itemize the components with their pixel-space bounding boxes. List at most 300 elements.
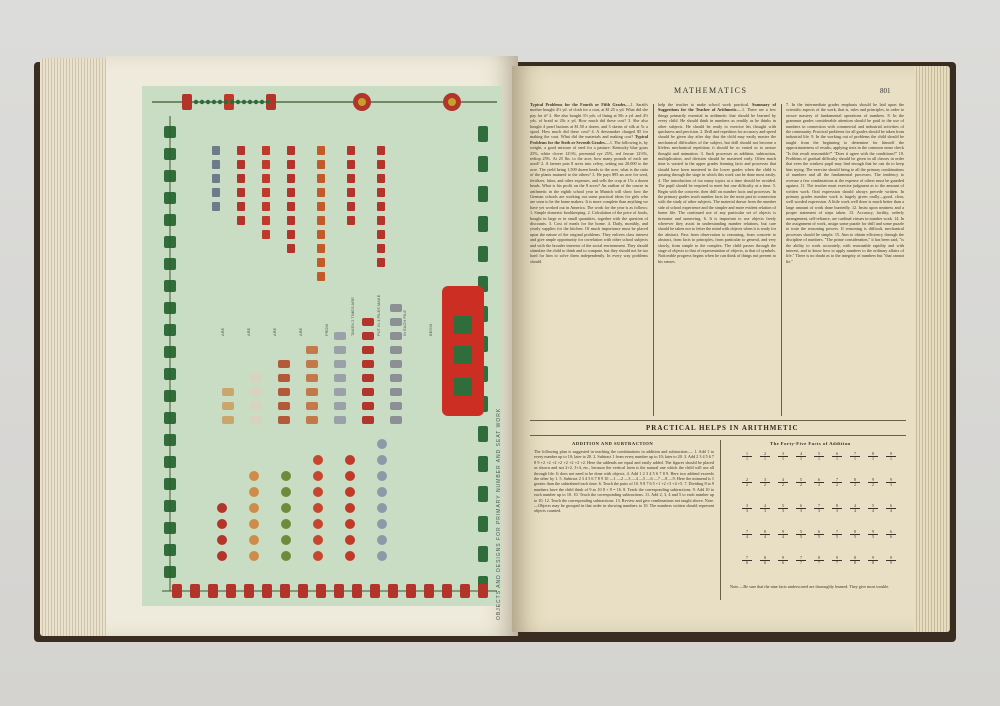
border-bead: [460, 584, 470, 598]
column1-body: —1. Sarah's mother bought 4½ yd. of cloth for a coat, at $1.25 a yd. What did she pay for it? 2. She also bought 3½ yds. of lining at 50c a yd. and 4½ yds. of braid at 20c a yd. How much did these cost? 3. She also bought 4 pearl buttons at $1.50 a dozen, and 3 skeins of silk at 5c a spool. How much did these cost? 4. A dressmaker charged $5 for making the coat. What did the materials and making cost?: [530, 102, 648, 140]
counting-block: [317, 216, 325, 225]
column1-heading: Typical Problems for the Fourth or Fifth Grades.: [530, 102, 627, 107]
addend-top: 7: [836, 477, 838, 482]
addition-fact: [850, 504, 860, 513]
addend-bottom: 6: [886, 534, 896, 539]
text-column-1: [530, 102, 648, 418]
addend-bottom: 3: [832, 508, 842, 513]
counting-object: [334, 416, 346, 424]
addend-bottom: 1: [868, 456, 878, 461]
counting-fruit: [249, 519, 259, 529]
addend-bottom: 2: [850, 482, 860, 487]
border-bead: [226, 584, 236, 598]
counting-fruit: [345, 535, 355, 545]
counting-fruit: [377, 551, 387, 561]
border-bead: [478, 486, 488, 502]
addition-fact: [742, 478, 752, 487]
counting-block: [347, 216, 355, 225]
counting-block: [347, 160, 355, 169]
counting-block: [317, 188, 325, 197]
addend-bottom: 6: [760, 560, 770, 565]
bead-green: [230, 100, 234, 104]
bead-green: [248, 100, 252, 104]
counting-block: [287, 202, 295, 211]
addend-bottom: 7: [796, 560, 806, 565]
counting-fruit: [249, 503, 259, 513]
plate-label: PUT IN 4 PILES MAKE: [376, 294, 381, 336]
addend-bottom: 2: [814, 482, 824, 487]
counting-object: [250, 374, 262, 382]
counting-block: [287, 160, 295, 169]
counting-fruit: [313, 487, 323, 497]
counting-block: [237, 216, 245, 225]
counting-block: [377, 160, 385, 169]
border-bead: [478, 156, 488, 172]
counting-object: [390, 374, 402, 382]
counting-block: [237, 202, 245, 211]
addition-fact: [814, 504, 824, 513]
counting-object: [306, 402, 318, 410]
counting-block: [317, 202, 325, 211]
addend-top: 9: [890, 477, 892, 482]
addition-fact: [832, 556, 842, 565]
border-bead: [370, 584, 380, 598]
counting-block: [377, 258, 385, 267]
counting-fruit: [249, 535, 259, 545]
counting-block: [377, 146, 385, 155]
counting-block: [262, 230, 270, 239]
addition-fact: [868, 452, 878, 461]
counting-fruit: [313, 471, 323, 481]
counting-fruit: [345, 519, 355, 529]
counting-block: [212, 160, 220, 169]
text-column-3: [786, 102, 904, 418]
bead-green: [266, 100, 270, 104]
addend-bottom: 4: [868, 508, 878, 513]
border-bead: [316, 584, 326, 598]
counting-fruit: [281, 471, 291, 481]
bead-green: [242, 100, 246, 104]
counting-object: [278, 360, 290, 368]
counting-fruit: [249, 551, 259, 561]
addend-bottom: 3: [814, 508, 824, 513]
plate-illustration: [142, 86, 502, 606]
addend-top: 5: [782, 503, 784, 508]
addition-fact: [886, 452, 896, 461]
addend-top: 9: [890, 555, 892, 560]
counting-block: [212, 174, 220, 183]
addend-top: 9: [782, 555, 784, 560]
counting-object: [390, 318, 402, 326]
counting-block: [377, 230, 385, 239]
counting-object: [250, 416, 262, 424]
addition-fact: [778, 478, 788, 487]
counting-object: [306, 374, 318, 382]
counting-object: [306, 416, 318, 424]
counting-fruit: [377, 439, 387, 449]
counting-object: [250, 388, 262, 396]
addition-fact: [796, 504, 806, 513]
addition-fact: [832, 478, 842, 487]
border-bead: [388, 584, 398, 598]
addend-top: 4: [800, 451, 802, 456]
counting-fruit: [249, 471, 259, 481]
counting-object: [362, 402, 374, 410]
addition-fact: [778, 556, 788, 565]
addition-fact: [796, 478, 806, 487]
addend-top: 6: [818, 477, 820, 482]
counting-object: [362, 332, 374, 340]
counting-object: [306, 360, 318, 368]
counting-block: [237, 160, 245, 169]
counting-object: [222, 388, 234, 396]
addend-bottom: 1: [886, 456, 896, 461]
addition-fact: [796, 530, 806, 539]
addition-fact: [850, 530, 860, 539]
counting-block: [317, 272, 325, 281]
addend-bottom: 2: [868, 482, 878, 487]
addend-top: 9: [872, 555, 874, 560]
counting-block: [347, 146, 355, 155]
counting-block: [237, 146, 245, 155]
section-title: PRACTICAL HELPS IN ARITHMETIC: [646, 424, 799, 432]
addition-subtraction-body: The following plan is suggested in teaching the combinations in addition and subtraction:— 1. Add 1 to every number up to 10; later to 20. 2. Subtract 1 from every number up to 10; later to 20. 3. Add 2 3 4 5 6 7 8 9 +2 +2 +2 +2 +2 +2 +2 +2. Here the addends are equal and easily added. The figures should be placed as shown and not 2+2, 3+4, etc., because the vertical form is the natural one which the child will use all through life. It does not need to be done with objects. 4. Add 1 2 3 4 5 6 7 8 9. Here two addend exceeds the other by 1. 5. Subtract 2 3 4 5 6 7 8 9 10 —1 —2 —3 —4 —5 —6 —7 —8 —9. Here the minuend is 1 greater than the subtrahend each time. 6. Teach the pairs of 10. 9 8 7 6 5 +1 +2 +3 +4 +5. 7. Dividing 8 to 9 numbers have the child think of 9 as 10 8 + 9 = 16. 8. Teach the corresponding subtractions. 9. Add 10 to each number up to 10. 10. Teach the corresponding subtractions. 11. Add 2, 3, 4 and 5 to each number up to 10. 12. Teach the corresponding subtractions. 13. Review and give combinations not taught above. Note.—Objects may be grouped in that order in showing numbers to 10. The numbers written should represent objects counted.: [534, 449, 714, 514]
text-column-2: [658, 102, 776, 418]
addend-bottom: 3: [886, 482, 896, 487]
counting-block: [377, 188, 385, 197]
addend-bottom: 6: [742, 560, 752, 565]
counting-object: [222, 402, 234, 410]
addend-top: 6: [836, 451, 838, 456]
counting-fruit: [249, 487, 259, 497]
right-page-block-edge: [908, 66, 950, 632]
counting-fruit: [345, 487, 355, 497]
counting-object: [362, 346, 374, 354]
addend-top: 8: [854, 529, 856, 534]
border-bead: [478, 516, 488, 532]
border-bead: [262, 584, 272, 598]
counting-block: [212, 146, 220, 155]
counting-fruit: [217, 535, 227, 545]
counting-block: [287, 188, 295, 197]
counting-fruit: [313, 519, 323, 529]
counting-block: [347, 202, 355, 211]
addition-fact: [760, 478, 770, 487]
addend-bottom: 7: [832, 560, 842, 565]
counting-object: [362, 388, 374, 396]
addend-top: 8: [854, 477, 856, 482]
counting-object: [278, 388, 290, 396]
border-bead: [208, 584, 218, 598]
counting-fruit: [281, 487, 291, 497]
column-divider: [781, 104, 782, 416]
addend-bottom: 2: [778, 482, 788, 487]
counting-block: [317, 258, 325, 267]
bead-green: [212, 100, 216, 104]
plate-label: BEGIN: [428, 323, 433, 336]
addend-bottom: 4: [760, 534, 770, 539]
border-bead: [478, 126, 488, 142]
addend-bottom: 1: [760, 456, 770, 461]
counting-object: [278, 416, 290, 424]
color-plate: [142, 86, 502, 606]
column2-body: —1. There are a few things primarily essential in arithmetic that should be learned by every child. He should think in numbers as readily as he thinks in other subjects. He should be ready to exercise his thought with quickness and precision. 2. Drill and repetition for accuracy and speed should be given day after day that the child may easily master the mechanical difficulties of the subject, but drill should not become a lifeless mechanical repetition; it should be so varied as to arouse thought and animation. 3. Such processes as addition, subtraction, multiplication, and division should be mastered early. Often much time is wasted in the upper grades learning facts and processes that should have been mastered in the lower grades when the child is passing through the stage in which this work can be done most easily. 4. The introduction of too many topics at a time should be avoided. The pupil should be required to meet but one difficulty at a time. 5. Begin with the concrete, then drill on number facts and processes. In the primary grades teach number facts for the most part in connection with the study of other subjects. The material drawn from the number side of school experience and the simpler and more evident relation of home life. The continued use of any particular set of objects is tiresome and unnerving. 6. It is important to use objects freely wherever they assist in understanding number relations, but care should be taken not to fetter the mind with objects when it is ready for the abstract. Pass from observation to reasoning, from concrete to abstract, from facts to principles, from particular to general, and very slowly, from simple to the complex. The child passes through the stage of objects to that of representation of objects, to that of symbols. Noticeable progress begins when he can think of things not present to his senses.: [658, 107, 776, 264]
counting-fruit: [313, 535, 323, 545]
lantern-cross: [454, 346, 472, 364]
addend-bottom: 7: [814, 560, 824, 565]
addend-top: 5: [800, 529, 802, 534]
counting-object: [390, 332, 402, 340]
addition-fact: [868, 504, 878, 513]
running-header: MATHEMATICS: [674, 86, 748, 95]
addition-fact: [868, 556, 878, 565]
border-bead: [478, 216, 488, 232]
counting-block: [317, 160, 325, 169]
addend-bottom: 3: [742, 508, 752, 513]
addend-top: 8: [764, 555, 766, 560]
counting-object: [334, 332, 346, 340]
plate-caption: OBJECTS AND DESIGNS FOR PRIMARY NUMBER AND SEAT WORK: [496, 407, 502, 620]
addend-top: 7: [854, 451, 856, 456]
facts-note: [730, 584, 902, 596]
addend-top: 4: [764, 503, 766, 508]
addition-fact: [760, 556, 770, 565]
border-bead: [478, 246, 488, 262]
counting-object: [362, 318, 374, 326]
addend-top: 7: [746, 529, 748, 534]
addition-fact: [832, 530, 842, 539]
addend-top: 9: [890, 451, 892, 456]
counting-block: [262, 202, 270, 211]
addend-top: 5: [818, 451, 820, 456]
bead-green: [206, 100, 210, 104]
border-bead: [442, 584, 452, 598]
page-number: 801: [880, 87, 891, 95]
column2-body-top: help the teacher to make school work practical.: [658, 102, 750, 107]
plate-label: ARE: [298, 327, 303, 336]
border-bead: [406, 584, 416, 598]
bead-green: [200, 100, 204, 104]
counting-object: [306, 388, 318, 396]
addend-top: 2: [764, 451, 766, 456]
addend-bottom: 2: [832, 482, 842, 487]
plate-label: ARE: [246, 327, 251, 336]
counting-block: [317, 244, 325, 253]
column-divider: [653, 104, 654, 416]
addend-bottom: 5: [868, 534, 878, 539]
counting-fruit: [281, 503, 291, 513]
addend-bottom: 4: [886, 508, 896, 513]
addition-fact: [832, 504, 842, 513]
counting-block: [377, 216, 385, 225]
lantern-cross: [454, 316, 472, 334]
border-bead: [244, 584, 254, 598]
section-rule: [530, 435, 906, 436]
border-bead: [478, 426, 488, 442]
addend-bottom: 5: [796, 534, 806, 539]
facts-table-title: The Forty-Five Facts of Addition: [770, 441, 851, 446]
counting-object: [362, 374, 374, 382]
addend-top: 6: [890, 529, 892, 534]
counting-object: [390, 388, 402, 396]
border-bead: [172, 584, 182, 598]
plate-label: ARE: [272, 327, 277, 336]
counting-block: [262, 216, 270, 225]
counting-fruit: [377, 487, 387, 497]
column2-heading: Summary of Suggestions for the Teacher of Arithmetic.: [658, 102, 776, 113]
counting-object: [390, 346, 402, 354]
border-bead: [424, 584, 434, 598]
addend-bottom: 1: [742, 456, 752, 461]
addend-top: 8: [854, 555, 856, 560]
addend-bottom: 4: [778, 534, 788, 539]
bead-green: [194, 100, 198, 104]
bead-green: [218, 100, 222, 104]
column3-body: 7. In the intermediate grades emphasis should be laid upon the scientific aspects of the work, that is, rules and principles, in order to secure mastery of fundamental operations of numbers. 8. In the grammar grades considerable attention should be paid to the use of numbers in connection with commercial and industrial activities of the community. Practical problems for all grades should be taken from industrial life. 9. In the working out of problems the child should be taught from the beginning to determine for himself the approximateness of results, applying tests in the common sense check "Is this result reasonable?" "Does it agree with the conditions?" 10. Problems of gradual difficulty should be given in all classes in order that even the weakest pupil may find enough that he can do to keep him trying. The exercise should bring to all the primary combinations of numbers and all the fundamental processes. The tendency to overuse a few combinations at the expense of others must be guarded against. 11. The teacher must exercise judgment as to the amount of written work. Oral expression should always precede written. In primary grades number work is largely given orally—good, clear, well worded expression. A little work well done is much better than a large amount of work done hurriedly. 12. Insist upon neatness and a proper statement of steps taken. 13. Accuracy, facility, orderly arrangement, self-reliance, are cardinal virtues in number work. 14. In the assignment of work, assign some puzzle for drill and some puzzle to train the reasoning powers. If reasoning is difficult, mechanical processes should be simple. 15. Aim to obtain efficiency through the discipline of numbers. "The prime consideration," it has been said, "is the ability to work accurately, with reasonable rapidity and with interest, and to know how to apply numbers to the ordinary affairs of life." There is no doubt as to the integrity of numbers but "that cannot lie.": [786, 102, 904, 264]
facts-note-text: Note.—Be sure that the nine facts underscored are thoroughly learned. They give most trouble.: [730, 584, 890, 589]
addition-fact: [742, 530, 752, 539]
counting-object: [390, 360, 402, 368]
addend-top: 9: [782, 529, 784, 534]
addend-bottom: 2: [760, 482, 770, 487]
bead-green: [224, 100, 228, 104]
addend-top: 8: [836, 503, 838, 508]
border-bead: [280, 584, 290, 598]
counting-block: [377, 244, 385, 253]
addend-bottom: 5: [832, 534, 842, 539]
addition-fact: [850, 452, 860, 461]
addition-fact: [760, 452, 770, 461]
counting-fruit: [281, 535, 291, 545]
addend-bottom: 3: [778, 508, 788, 513]
counting-fruit: [377, 455, 387, 465]
addend-bottom: 1: [832, 456, 842, 461]
addition-fact: [742, 504, 752, 513]
addend-bottom: 2: [796, 482, 806, 487]
counting-object: [334, 346, 346, 354]
counting-object: [390, 304, 402, 312]
counting-fruit: [217, 503, 227, 513]
addition-fact: [868, 478, 878, 487]
addition-fact: [814, 478, 824, 487]
addition-fact: [760, 530, 770, 539]
counting-object: [390, 416, 402, 424]
counting-block: [287, 216, 295, 225]
counting-block: [262, 160, 270, 169]
section-rule: [530, 420, 906, 421]
addend-top: 4: [854, 503, 856, 508]
counting-object: [250, 402, 262, 410]
addend-top: 6: [818, 529, 820, 534]
addend-bottom: 1: [796, 456, 806, 461]
addend-top: 5: [800, 477, 802, 482]
lantern-cross: [454, 378, 472, 396]
addend-bottom: 1: [814, 456, 824, 461]
addition-fact: [814, 452, 824, 461]
flower-center: [358, 98, 366, 106]
addition-fact: [760, 504, 770, 513]
addend-top: 9: [836, 555, 838, 560]
counting-block: [212, 188, 220, 197]
addition-fact: [778, 530, 788, 539]
border-bead: [478, 546, 488, 562]
bead-green: [260, 100, 264, 104]
column-divider: [720, 440, 721, 600]
counting-object: [334, 374, 346, 382]
addition-fact: [796, 452, 806, 461]
counting-fruit: [377, 535, 387, 545]
addend-top: 8: [764, 529, 766, 534]
counting-fruit: [313, 503, 323, 513]
addend-bottom: 5: [850, 534, 860, 539]
counting-block: [347, 188, 355, 197]
counting-object: [334, 402, 346, 410]
counting-block: [262, 174, 270, 183]
bead-green: [236, 100, 240, 104]
counting-block: [347, 174, 355, 183]
counting-fruit: [281, 551, 291, 561]
counting-fruit: [377, 471, 387, 481]
addend-bottom: 4: [850, 508, 860, 513]
addition-fact: [850, 478, 860, 487]
border-bead: [478, 456, 488, 472]
addend-top: 8: [818, 555, 820, 560]
addition-fact: [742, 556, 752, 565]
addend-bottom: 6: [778, 560, 788, 565]
addend-top: 5: [872, 503, 874, 508]
bead-green: [254, 100, 258, 104]
counting-object: [362, 360, 374, 368]
addition-fact: [868, 530, 878, 539]
counting-block: [262, 146, 270, 155]
counting-object: [278, 402, 290, 410]
counting-fruit: [345, 455, 355, 465]
counting-object: [390, 402, 402, 410]
counting-fruit: [345, 503, 355, 513]
addition-fact: [886, 530, 896, 539]
border-bead: [478, 584, 488, 598]
border-bead: [478, 186, 488, 202]
addition-fact: [742, 452, 752, 461]
addition-fact: [832, 452, 842, 461]
addition-fact: [778, 504, 788, 513]
counting-block: [377, 174, 385, 183]
addend-bottom: 5: [814, 534, 824, 539]
addend-top: 3: [746, 503, 748, 508]
addition-fact: [850, 556, 860, 565]
flower-center: [448, 98, 456, 106]
addend-top: 7: [800, 555, 802, 560]
addend-bottom: 8: [850, 560, 860, 565]
counting-block: [287, 244, 295, 253]
counting-block: [377, 202, 385, 211]
counting-object: [334, 360, 346, 368]
counting-object: [306, 346, 318, 354]
addend-top: 1: [746, 451, 748, 456]
counting-object: [222, 416, 234, 424]
addend-bottom: 1: [778, 456, 788, 461]
counting-object: [362, 416, 374, 424]
addend-top: 3: [764, 477, 766, 482]
counting-object: [334, 388, 346, 396]
counting-block: [262, 188, 270, 197]
addend-top: 6: [800, 503, 802, 508]
border-bead: [334, 584, 344, 598]
border-bead: [298, 584, 308, 598]
counting-fruit: [345, 471, 355, 481]
addend-top: 6: [890, 503, 892, 508]
addition-fact: [814, 530, 824, 539]
